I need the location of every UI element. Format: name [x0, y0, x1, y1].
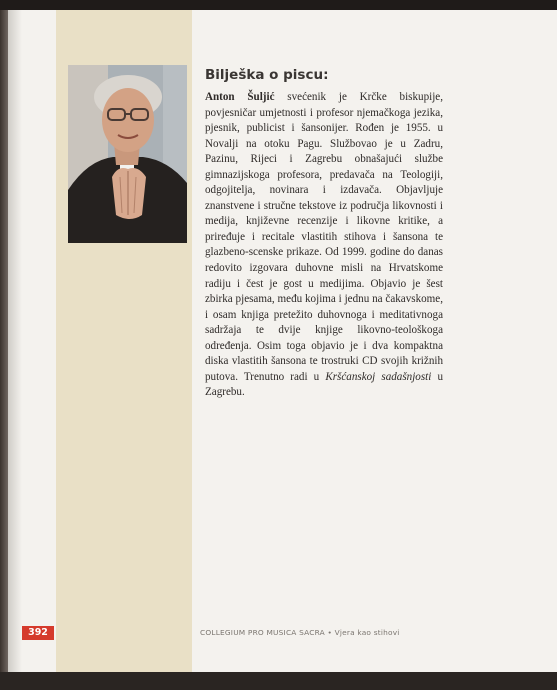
author-portrait-illustration: [68, 65, 187, 243]
author-photo: [68, 65, 187, 243]
bio-body-text: svećenik je Krčke biskupije, povjesničar umjetnosti i profesor njemačkoga jezika, pjesnik, publicist i šansonijer. Rođen je 1955. u Novalji na otoku Pagu. Službovao je u Zadru, Pazinu, Rijeci i Zagrebu obnašajući službe gimnazijskoga profesora, predavača na Teologiji, odgojitelja, novinara i izdavača. Objavljuje znanstvene i stručne tekstove iz područja likovnosti i medija, književne recenzije i likovne kritike, a priređuje i recitale vlastitih stihova i šansona te glazbeno-scenske prikaze. Od 1999. godine do danas redovito izgovara duhovne misli na Hrvatskome radiju i čest je gost u medijima. Objavio je šest zbirka pjesama, među kojima i jednu na čakavskome, i osam knjiga pretežito duhovnoga i meditativnoga sadržaja te dvije knjige likovno-teološkoga određenja. Osim toga objavio je i dva kompaktna diska vlastitih šansona te trostruki CD svojih križnih putova. Trenutno radi u: [205, 91, 443, 383]
bio-body-end: u Zagrebu.: [205, 370, 443, 399]
bio-paragraph: [205, 90, 443, 401]
bio-heading: Bilješka o piscu:: [205, 67, 329, 83]
page-gutter-shadow: [8, 10, 22, 680]
running-footer: COLLEGIUM PRO MUSICA SACRA • Vjera kao stihovi: [200, 628, 400, 637]
author-name: Anton Šuljić: [205, 91, 275, 103]
bio-italic-title: Kršćanskoj sadašnjosti: [325, 370, 432, 383]
page-number-badge: 392: [22, 626, 54, 640]
scan-bottom-edge: [0, 672, 557, 690]
